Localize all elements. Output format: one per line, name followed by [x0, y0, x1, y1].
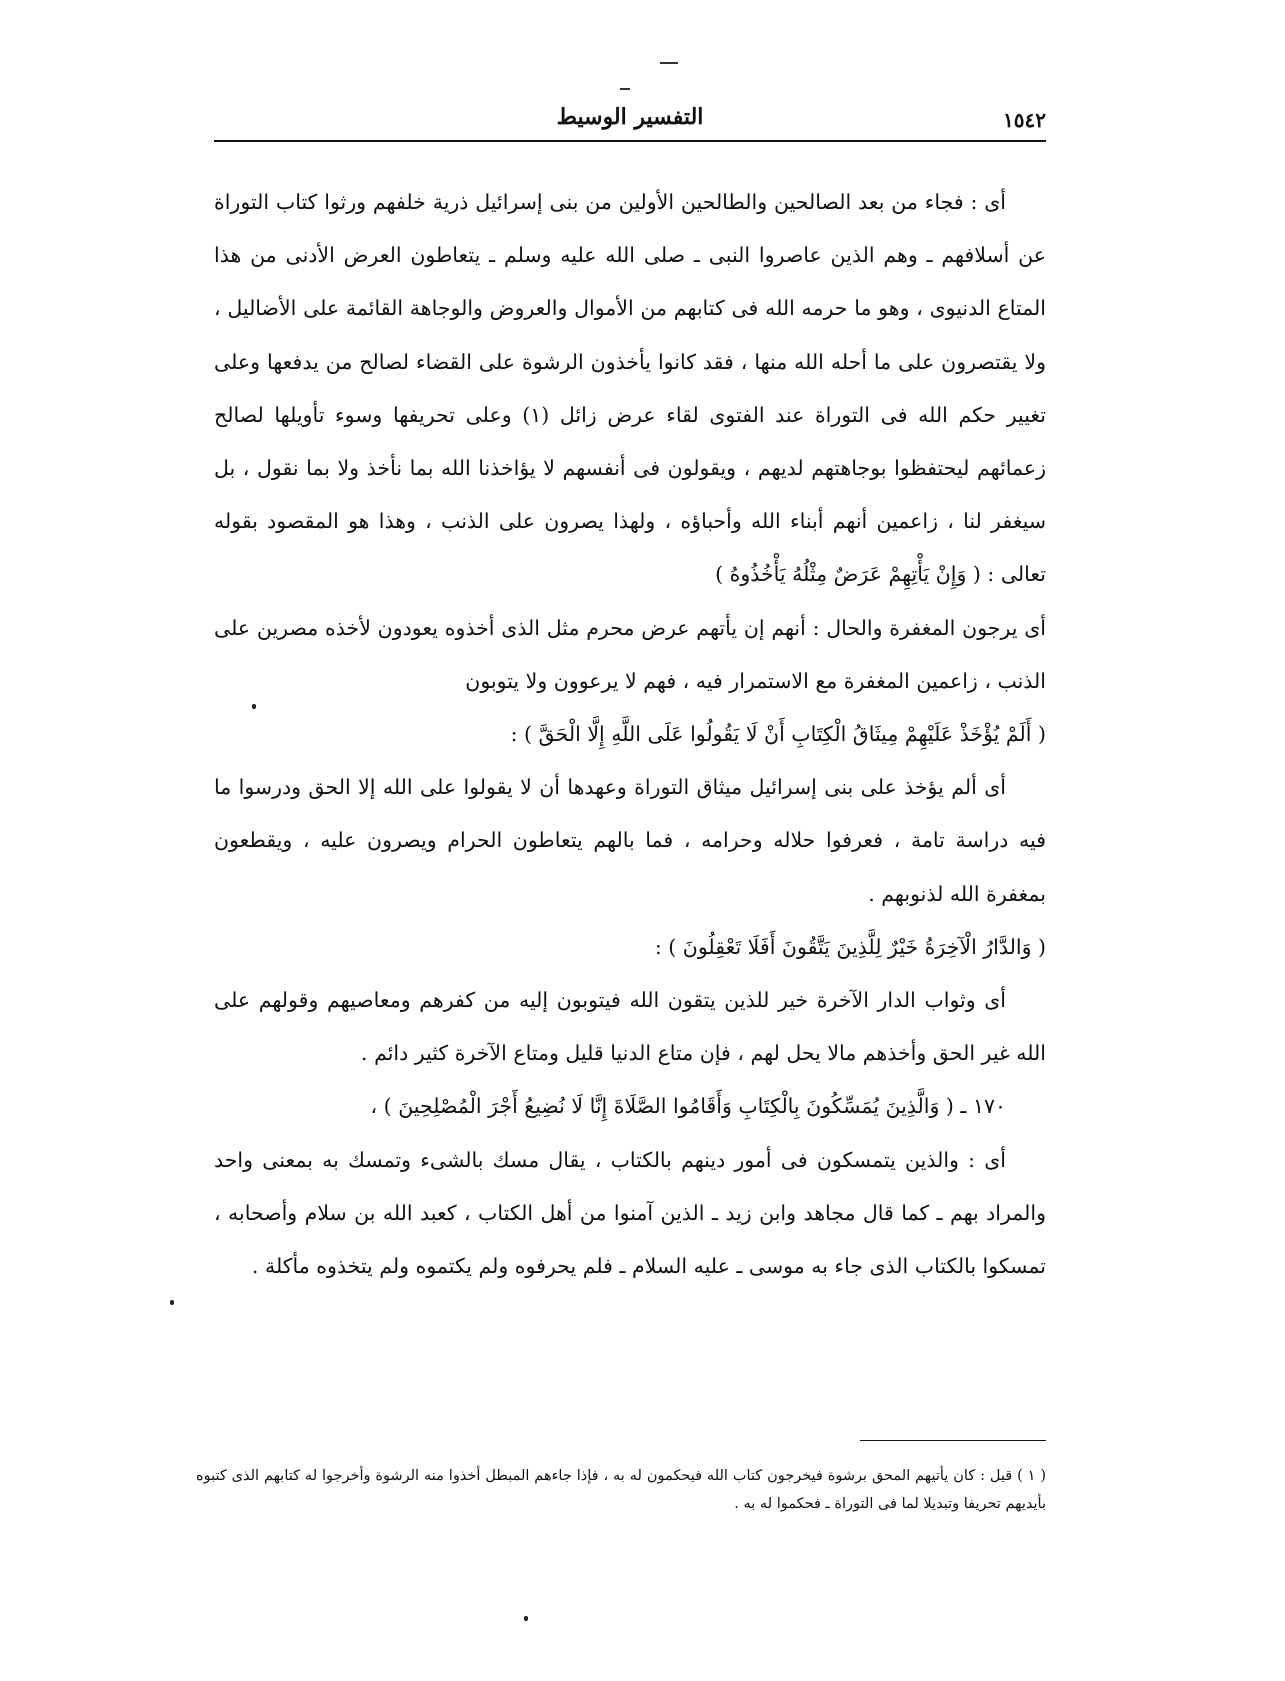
- scan-speck: [252, 704, 256, 709]
- page-header: [214, 100, 1046, 140]
- scan-speck: [524, 1616, 528, 1621]
- scan-mark: [660, 62, 678, 64]
- paragraph: أى : والذين يتمسكون فى أمور دينهم بالكتاب ، يقال مسك بالشىء وتمسك به بمعنى واحد والمراد بهم ـ كما قال مجاهد وابن زيد ـ الذين آمنوا من أهل الكتاب ، كعبد الله بن سلام وأصحابه ، تمسكوا بالكتاب الذى جاء به موسى ـ عليه السلام ـ فلم يحرفوه ولم يكتموه ولم يتخذوه مأكلة .: [214, 1147, 1046, 1279]
- scan-speck: [170, 1300, 174, 1305]
- header-rule: [214, 140, 1046, 142]
- verse-heading: ( وَالدَّارُ الْآخِرَةُ خَيْرٌ لِلَّذِينَ يَتَّقُونَ أَفَلَا تَعْقِلُونَ ) :: [654, 934, 1046, 959]
- verse-heading: ١٧٠ ـ ( وَالَّذِينَ يُمَسِّكُونَ بِالْكِتَابِ وَأَقَامُوا الصَّلَاةَ إِنَّا لَا نُضِيعُ أَجْرَ الْمُصْلِحِينَ ) ،: [370, 1094, 1006, 1119]
- main-text: [214, 176, 1046, 1293]
- paragraph: أى وثواب الدار الآخرة خير للذين يتقون الله فيتوبون إليه من كفرهم ومعاصيهم وقولهم على الله غير الحق وأخذهم مالا يحل لهم ، فإن متاع الدنيا قليل ومتاع الآخرة كثير دائم .: [214, 988, 1046, 1066]
- paragraph: أى يرجون المغفرة والحال : أنهم إن يأتهم عرض محرم مثل الذى أخذوه يعودون لأخذه مصرين على الذنب ، زاعمين المغفرة مع الاستمرار فيه ، فهم لا يرعوون ولا يتوبون: [214, 615, 1046, 693]
- verse-heading: ( أَلَمْ يُؤْخَذْ عَلَيْهِمْ مِيثَاقُ الْكِتَابِ أَنْ لَا يَقُولُوا عَلَى اللَّهِ إِلَّا الْحَقَّ ) :: [510, 722, 1046, 747]
- footnotes: [196, 1462, 1046, 1518]
- scan-mark: [620, 88, 630, 90]
- paragraph: أى ألم يؤخذ على بنى إسرائيل ميثاق التوراة وعهدها أن لا يقولوا على الله إلا الحق ودرسوا ما فيه دراسة تامة ، فعرفوا حلاله وحرامه ، فما بالهم يتعاطون الحرام ويصرون عليه ، ويقطعون بمغفرة الله لذنوبهم .: [214, 775, 1046, 906]
- footnote: ( ١ ) قيل : كان يأتيهم المحق برشوة فيخرجون كتاب الله فيحكمون له به ، فإذا جاءهم المبطل أخذوا منه الرشوة وأخرجوا له كتابهم الذى كتبوه بأيديهم تحريفا وتبديلا لما فى التوراة ـ فحكموا له به .: [196, 1468, 1046, 1512]
- running-title: التفسير الوسيط: [556, 104, 704, 130]
- page-number: ١٥٤٢: [1003, 108, 1046, 132]
- footnote-rule: [860, 1440, 1046, 1441]
- paragraph: أى : فجاء من بعد الصالحين والطالحين الأولين من بنى إسرائيل ذرية خلفهم ورثوا كتاب التوراة عن أسلافهم ـ وهم الذين عاصروا النبى ـ صلى الله عليه وسلم ـ يتعاطون العرض الأدنى من هذا المتاع الدنيوى ، وهو ما حرمه الله فى كتابهم من الأموال والعروض والوجاهة القائمة على الأضاليل ، ولا يقتصرون على ما أحله الله منها ، فقد كانوا يأخذون الرشوة على القضاء لصالح من يدفعها وعلى تغيير حكم الله فى التوراة عند الفتوى لقاء عرض زائل (١) وعلى تحريفها وسوء تأويلها لصالح زعمائهم ليحتفظوا بوجاهتهم لديهم ، ويقولون فى أنفسهم لا يؤاخذنا الله بما نأخذ ولا بما نقول ، بل سيغفر لنا ، زاعمين أنهم أبناء الله وأحباؤه ، ولهذا يصرون على الذنب ، وهذا هو المقصود بقوله تعالى : ( وَإِنْ يَأْتِهِمْ عَرَضٌ مِثْلُهُ يَأْخُذُوهُ ): [214, 190, 1047, 587]
